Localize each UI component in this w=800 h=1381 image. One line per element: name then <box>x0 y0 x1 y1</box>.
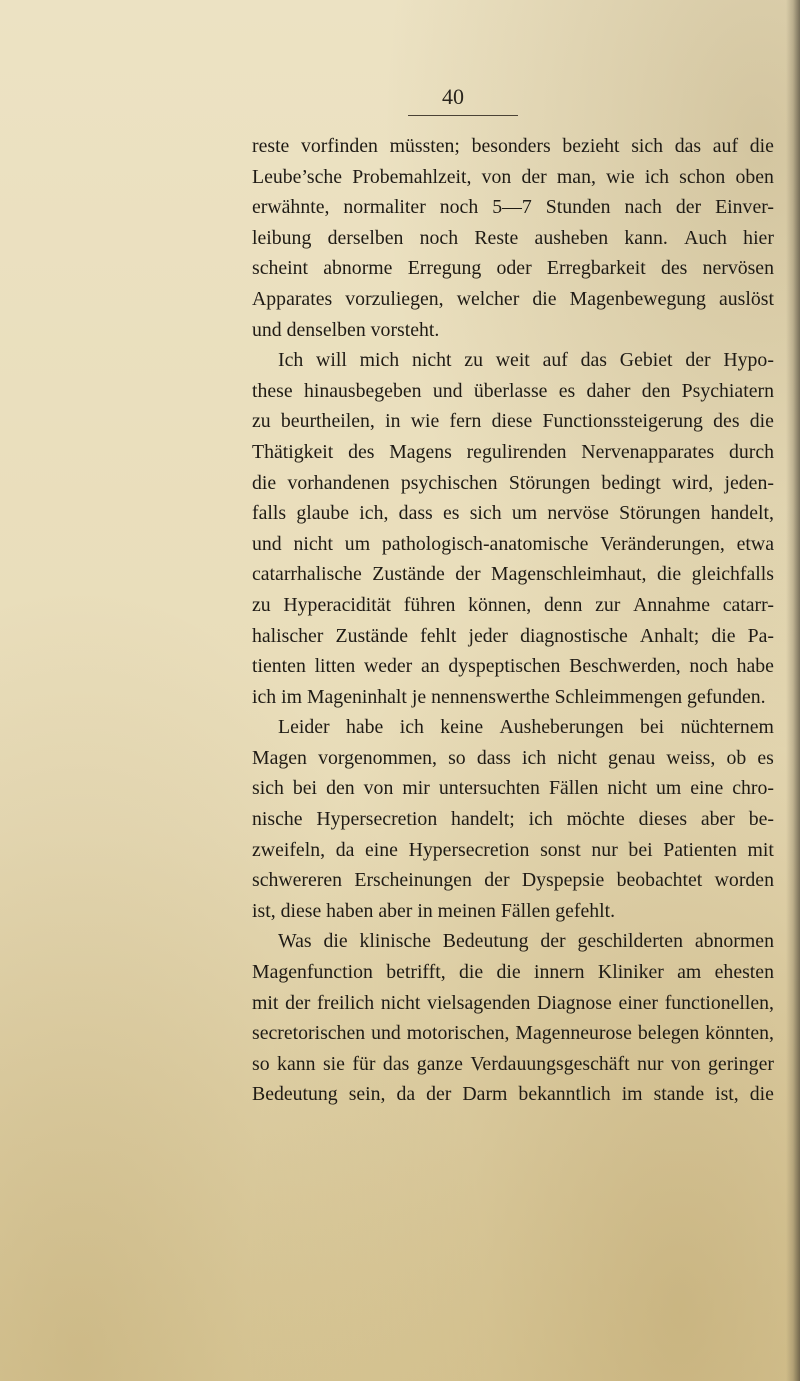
text-line: secretorischen und motorischen, Magenneurose belegen könnten, <box>252 1022 774 1045</box>
text-line: ist, diese haben aber in meinen Fällen gefehlt. <box>252 899 616 922</box>
text-line: Was die klinische Bedeutung der geschilderten abnormen <box>278 930 774 953</box>
page-edge-shadow <box>786 0 800 1381</box>
text-line: Apparates vorzuliegen, welcher die Magenbewegung auslöst <box>252 287 774 310</box>
text-line: und nicht um pathologisch-anatomische Veränderungen, etwa <box>252 532 774 555</box>
text-line: nische Hypersecretion handelt; ich möchte dieses aber be- <box>252 808 774 831</box>
text-line: Thätigkeit des Magens regulirenden Nervenapparates durch <box>252 440 774 463</box>
text-line: halischer Zustände fehlt jeder diagnostische Anhalt; die Pa- <box>252 624 774 647</box>
page-number-rule <box>408 115 518 116</box>
text-line: reste vorfinden müssten; besonders bezieht sich das auf die <box>252 135 774 157</box>
text-line: Bedeutung sein, da der Darm bekanntlich im stande ist, die <box>252 1083 774 1106</box>
text-line: zu beurtheilen, in wie fern diese Functionssteigerung des die <box>252 410 774 433</box>
text-line: scheint abnorme Erregung oder Erregbarkeit des nervösen <box>252 257 774 280</box>
text-line: these hinausbegeben und überlasse es daher den Psychiatern <box>252 379 774 402</box>
page-number: 40 <box>442 84 464 109</box>
text-line: leibung derselben noch Reste ausheben kann. Auch hier <box>252 226 774 249</box>
text-line: erwähnte, normaliter noch 5—7 Stunden nach der Einver- <box>252 196 774 219</box>
text-line: Magen vorgenommen, so dass ich nicht genau weiss, ob es <box>252 746 774 769</box>
text-line: zweifeln, da eine Hypersecretion sonst nur bei Patienten mit <box>252 838 774 861</box>
text-line: zu Hyperacidität führen können, denn zur Annahme catarr- <box>252 593 774 616</box>
text-line: sich bei den von mir untersuchten Fällen nicht um eine chro- <box>252 777 774 800</box>
text-line: ich im Mageninhalt je nennenswerthe Schleimmengen gefunden. <box>252 685 766 708</box>
text-line: schwereren Erscheinungen der Dyspepsie beobachtet worden <box>252 869 774 892</box>
text-line: tienten litten weder an dyspeptischen Beschwerden, noch habe <box>252 655 774 678</box>
body-text <box>252 131 774 1110</box>
text-line: falls glaube ich, dass es sich um nervöse Störungen handelt, <box>252 502 774 525</box>
text-line: und denselben vorsteht. <box>252 318 440 341</box>
text-line: Magenfunction betrifft, die die innern Kliniker am ehesten <box>252 961 774 984</box>
text-line: Ich will mich nicht zu weit auf das Gebiet der Hypo- <box>278 349 774 372</box>
text-line: die vorhandenen psychischen Störungen bedingt wird, jeden- <box>252 471 774 494</box>
text-line: Leube’sche Probemahlzeit, von der man, wie ich schon oben <box>252 165 774 188</box>
text-line: so kann sie für das ganze Verdauungsgeschäft nur von geringer <box>252 1052 774 1075</box>
text-line: catarrhalische Zustände der Magenschleimhaut, die gleichfalls <box>252 563 774 586</box>
text-line: mit der freilich nicht vielsagenden Diagnose einer functionellen, <box>252 991 774 1014</box>
text-line: Leider habe ich keine Ausheberungen bei nüchternem <box>278 716 774 739</box>
